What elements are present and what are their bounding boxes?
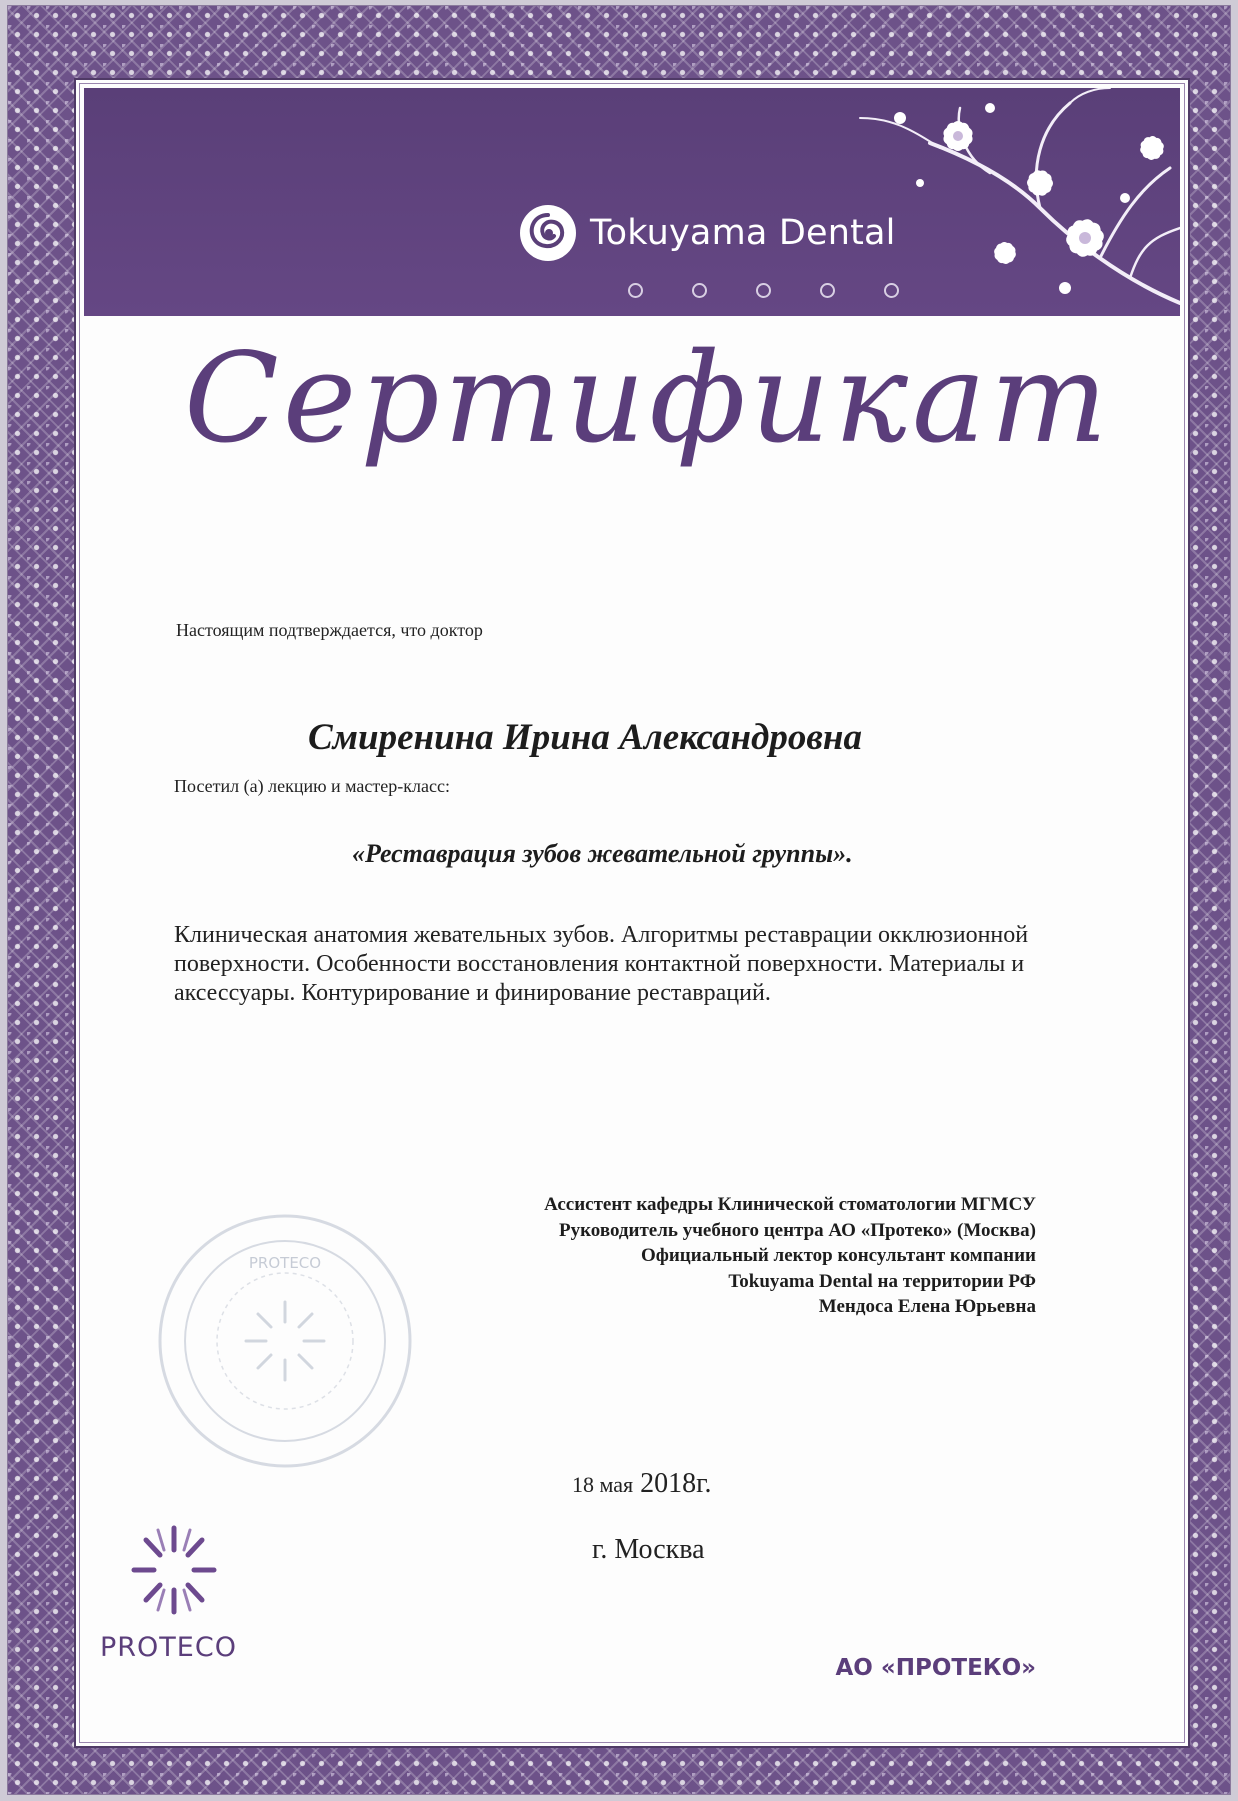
stamp-seal-icon — [154, 1210, 416, 1472]
issue-city: г. Москва — [592, 1534, 705, 1565]
signer-line: Ассистент кафедры Клинической стоматологии МГМСУ — [544, 1194, 1036, 1215]
header-banner — [84, 88, 1180, 316]
proteco-name: PROTECO — [100, 1632, 237, 1663]
certificate-paper — [74, 78, 1190, 1748]
attended-text: Посетил (а) лекцию и мастер-класс: — [174, 776, 450, 796]
signer-line: Официальный лектор консультант компании — [640, 1245, 1036, 1266]
proteco-logo-icon — [126, 1520, 222, 1620]
intro-text: Настоящим подтверждается, что доктор — [176, 620, 483, 640]
dot-icon — [692, 283, 707, 298]
issue-day-month: 18 мая — [572, 1472, 634, 1497]
signer-name: Мендоса Елена Юрьевна — [818, 1296, 1036, 1317]
dot-icon — [628, 283, 643, 298]
issue-year: 2018г. — [640, 1468, 712, 1499]
tokuyama-logo-icon — [518, 203, 578, 263]
signer-block — [544, 1192, 1036, 1320]
signer-line: Руководитель учебного центра АО «Протеко» (Москва) — [559, 1219, 1036, 1241]
doctor-name: Смиренина Ирина Александровна — [308, 717, 862, 758]
certificate-frame — [8, 6, 1230, 1794]
cherry-blossom-icon — [740, 88, 1180, 316]
issue-date — [572, 1468, 711, 1500]
company-name: АО «ПРОТЕКО» — [835, 1655, 1036, 1681]
brand-name: Tokuyama Dental — [590, 213, 896, 253]
course-description: Клиническая анатомия жевательных зубов. Алгоритмы реставрации окклюзионной поверхности. Особенности восстановления контактной поверхности. Материалы и аксессуары. Контурирование и финирование реставраций. — [174, 922, 1029, 1006]
stamp-text: PROTECO — [248, 1254, 322, 1272]
course-title: «Реставрация зубов жевательной группы». — [352, 839, 853, 868]
signer-line: Tokuyama Dental на территории РФ — [728, 1270, 1036, 1292]
certificate-title: Сертификат — [184, 327, 1112, 471]
